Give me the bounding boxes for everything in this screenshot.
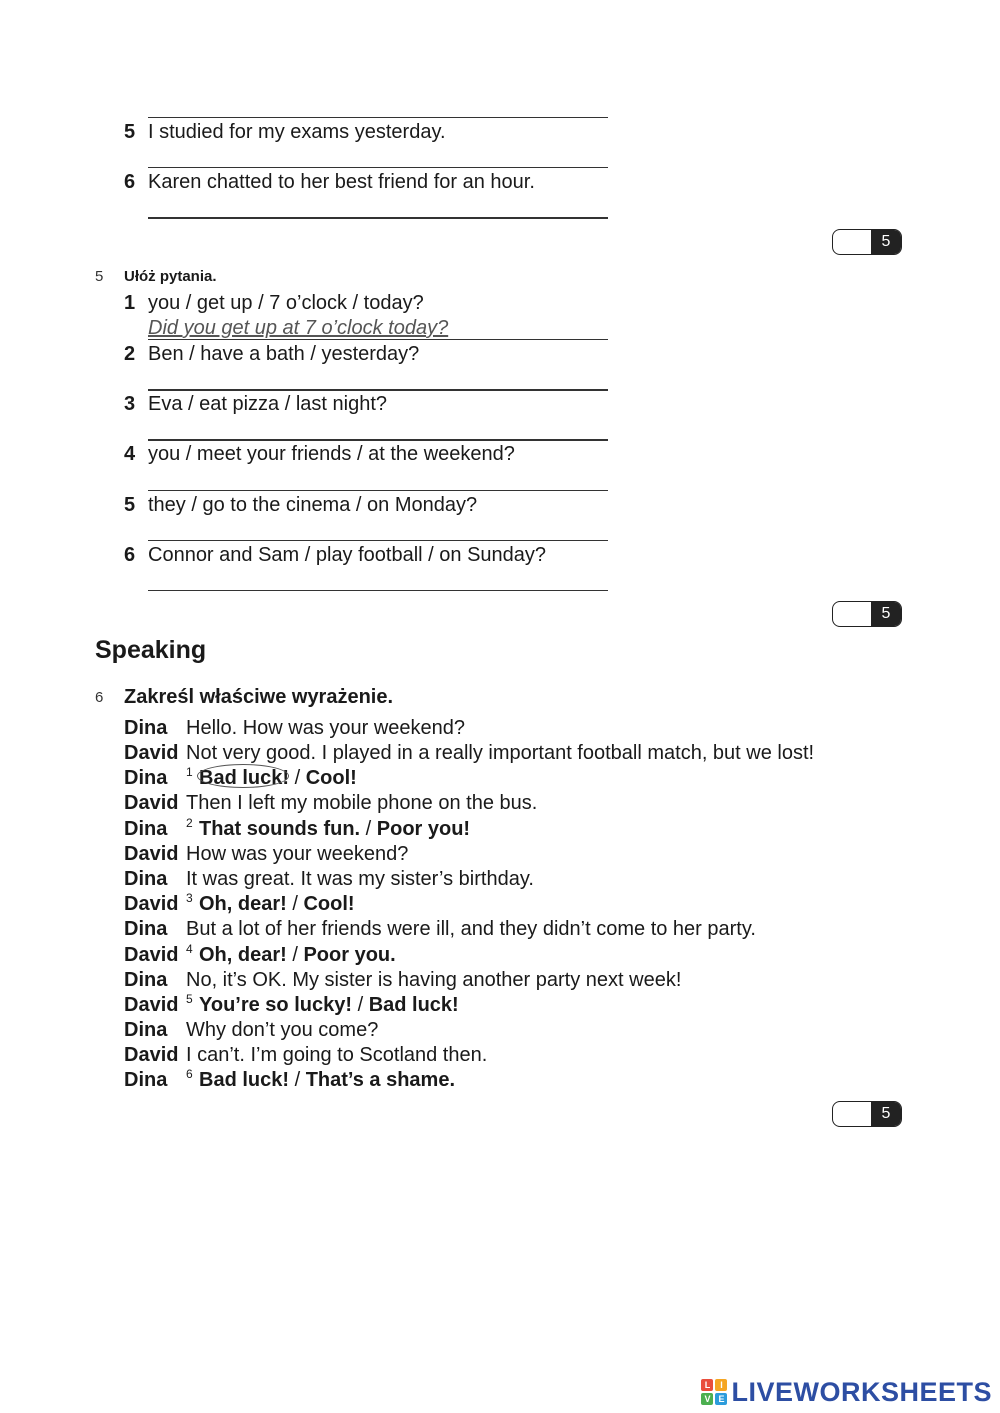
item-text: Ben / have a bath / yesterday? — [148, 343, 420, 365]
speaker-name: David — [124, 893, 179, 915]
choice-option[interactable]: Oh, dear! — [199, 944, 287, 966]
speaker-name: Dina — [124, 717, 168, 739]
dialogue-line: Then I left my mobile phone on the bus. — [186, 792, 538, 814]
logo-tile: E — [715, 1393, 727, 1405]
example-answer: Did you get up at 7 o’clock today? — [148, 317, 449, 339]
score-box — [832, 229, 902, 255]
dialogue-line: It was great. It was my sister’s birthday. — [186, 868, 534, 890]
choice-option[interactable]: Bad luck! — [368, 994, 459, 1016]
dialogue-line: No, it’s OK. My sister is having another party next week! — [186, 969, 682, 991]
answer-line[interactable] — [148, 117, 608, 118]
choice-option[interactable]: You’re so lucky! — [199, 994, 353, 1016]
dialogue-line: How was your weekend? — [186, 843, 409, 865]
answer-line[interactable] — [148, 540, 608, 541]
choice-separator: / — [286, 944, 304, 966]
speaker-name: Dina — [124, 868, 168, 890]
item-text: they / go to the cinema / on Monday? — [148, 494, 478, 516]
item-text: Karen chatted to her best friend for an hour. — [148, 171, 535, 193]
speaker-name: Dina — [124, 969, 168, 991]
speaker-name: David — [124, 944, 179, 966]
dialogue-line: Not very good. I played in a really important football match, but we lost! — [186, 742, 815, 764]
choice-separator: / — [289, 1069, 306, 1091]
liveworksheets-logo — [701, 1376, 992, 1408]
choice-separator: / — [352, 994, 369, 1016]
choice-option[interactable]: That’s a shame. — [305, 1069, 456, 1091]
dialogue-line: But a lot of her friends were ill, and they didn’t come to her party. — [186, 918, 756, 940]
choice-separator: / — [286, 893, 304, 915]
choice-option[interactable]: Bad luck! — [199, 1069, 290, 1091]
speaker-name: Dina — [124, 818, 168, 840]
exercise-number: 6 — [95, 689, 104, 706]
choice-group — [199, 944, 396, 967]
answer-line — [148, 339, 608, 340]
selection-circle — [197, 764, 289, 788]
choice-option[interactable]: Cool! — [303, 893, 355, 915]
score-value: 5 — [871, 602, 901, 626]
gap-number: 5 — [186, 992, 193, 1006]
choice-option[interactable]: Poor you! — [376, 818, 471, 840]
choice-group — [199, 818, 470, 841]
section-heading: Speaking — [95, 636, 207, 664]
gap-number: 3 — [186, 891, 193, 905]
choice-group — [199, 893, 355, 916]
exercise-instruction: Ułóż pytania. — [124, 268, 217, 285]
answer-line[interactable] — [148, 167, 608, 168]
speaker-name: David — [124, 742, 179, 764]
answer-line[interactable] — [148, 490, 608, 491]
item-number: 5 — [124, 121, 136, 143]
choice-option[interactable]: Bad luck! — [199, 767, 290, 789]
item-text: you / meet your friends / at the weekend? — [148, 443, 515, 465]
speaker-name: Dina — [124, 918, 168, 940]
score-value: 5 — [871, 1102, 901, 1126]
exercise-number: 5 — [95, 268, 104, 285]
logo-tile: L — [701, 1379, 713, 1391]
speaker-name: David — [124, 1044, 179, 1066]
answer-line[interactable] — [148, 217, 608, 219]
item-text: I studied for my exams yesterday. — [148, 121, 446, 143]
exercise-instruction: Zakreśl właściwe wyrażenie. — [124, 686, 394, 708]
logo-mark-icon — [701, 1379, 727, 1405]
item-number: 3 — [124, 393, 136, 415]
choice-option[interactable]: That sounds fun. — [199, 818, 361, 840]
choice-group — [199, 1069, 455, 1092]
item-text: Connor and Sam / play football / on Sunday? — [148, 544, 547, 566]
gap-number: 1 — [186, 765, 193, 779]
speaker-name: David — [124, 792, 179, 814]
logo-tile: V — [701, 1393, 713, 1405]
speaker-name: Dina — [124, 767, 168, 789]
speaker-name: David — [124, 994, 179, 1016]
gap-number: 4 — [186, 942, 193, 956]
dialogue-line: I can’t. I’m going to Scotland then. — [186, 1044, 488, 1066]
dialogue-line: Why don’t you come? — [186, 1019, 379, 1041]
item-number: 1 — [124, 292, 136, 314]
choice-option[interactable]: Cool! — [305, 767, 357, 789]
score-box — [832, 1101, 902, 1127]
item-text: you / get up / 7 o’clock / today? — [148, 292, 424, 314]
answer-line[interactable] — [148, 439, 608, 441]
item-number: 5 — [124, 494, 136, 516]
answer-line[interactable] — [148, 590, 608, 591]
answer-line[interactable] — [148, 389, 608, 391]
choice-separator: / — [289, 767, 306, 789]
logo-text: LIVEWORKSHEETS — [731, 1376, 992, 1407]
speaker-name: David — [124, 843, 179, 865]
dialogue-line: Hello. How was your weekend? — [186, 717, 466, 739]
score-box — [832, 601, 902, 627]
choice-group — [199, 994, 459, 1017]
item-number: 4 — [124, 443, 136, 465]
speaker-name: Dina — [124, 1069, 168, 1091]
item-text: Eva / eat pizza / last night? — [148, 393, 388, 415]
logo-tile: I — [715, 1379, 727, 1391]
choice-option[interactable]: Poor you. — [303, 944, 396, 966]
gap-number: 2 — [186, 816, 193, 830]
choice-separator: / — [360, 818, 377, 840]
item-number: 2 — [124, 343, 136, 365]
item-number: 6 — [124, 544, 136, 566]
score-value: 5 — [871, 230, 901, 254]
gap-number: 6 — [186, 1067, 193, 1081]
item-number: 6 — [124, 171, 136, 193]
choice-option[interactable]: Oh, dear! — [199, 893, 287, 915]
speaker-name: Dina — [124, 1019, 168, 1041]
